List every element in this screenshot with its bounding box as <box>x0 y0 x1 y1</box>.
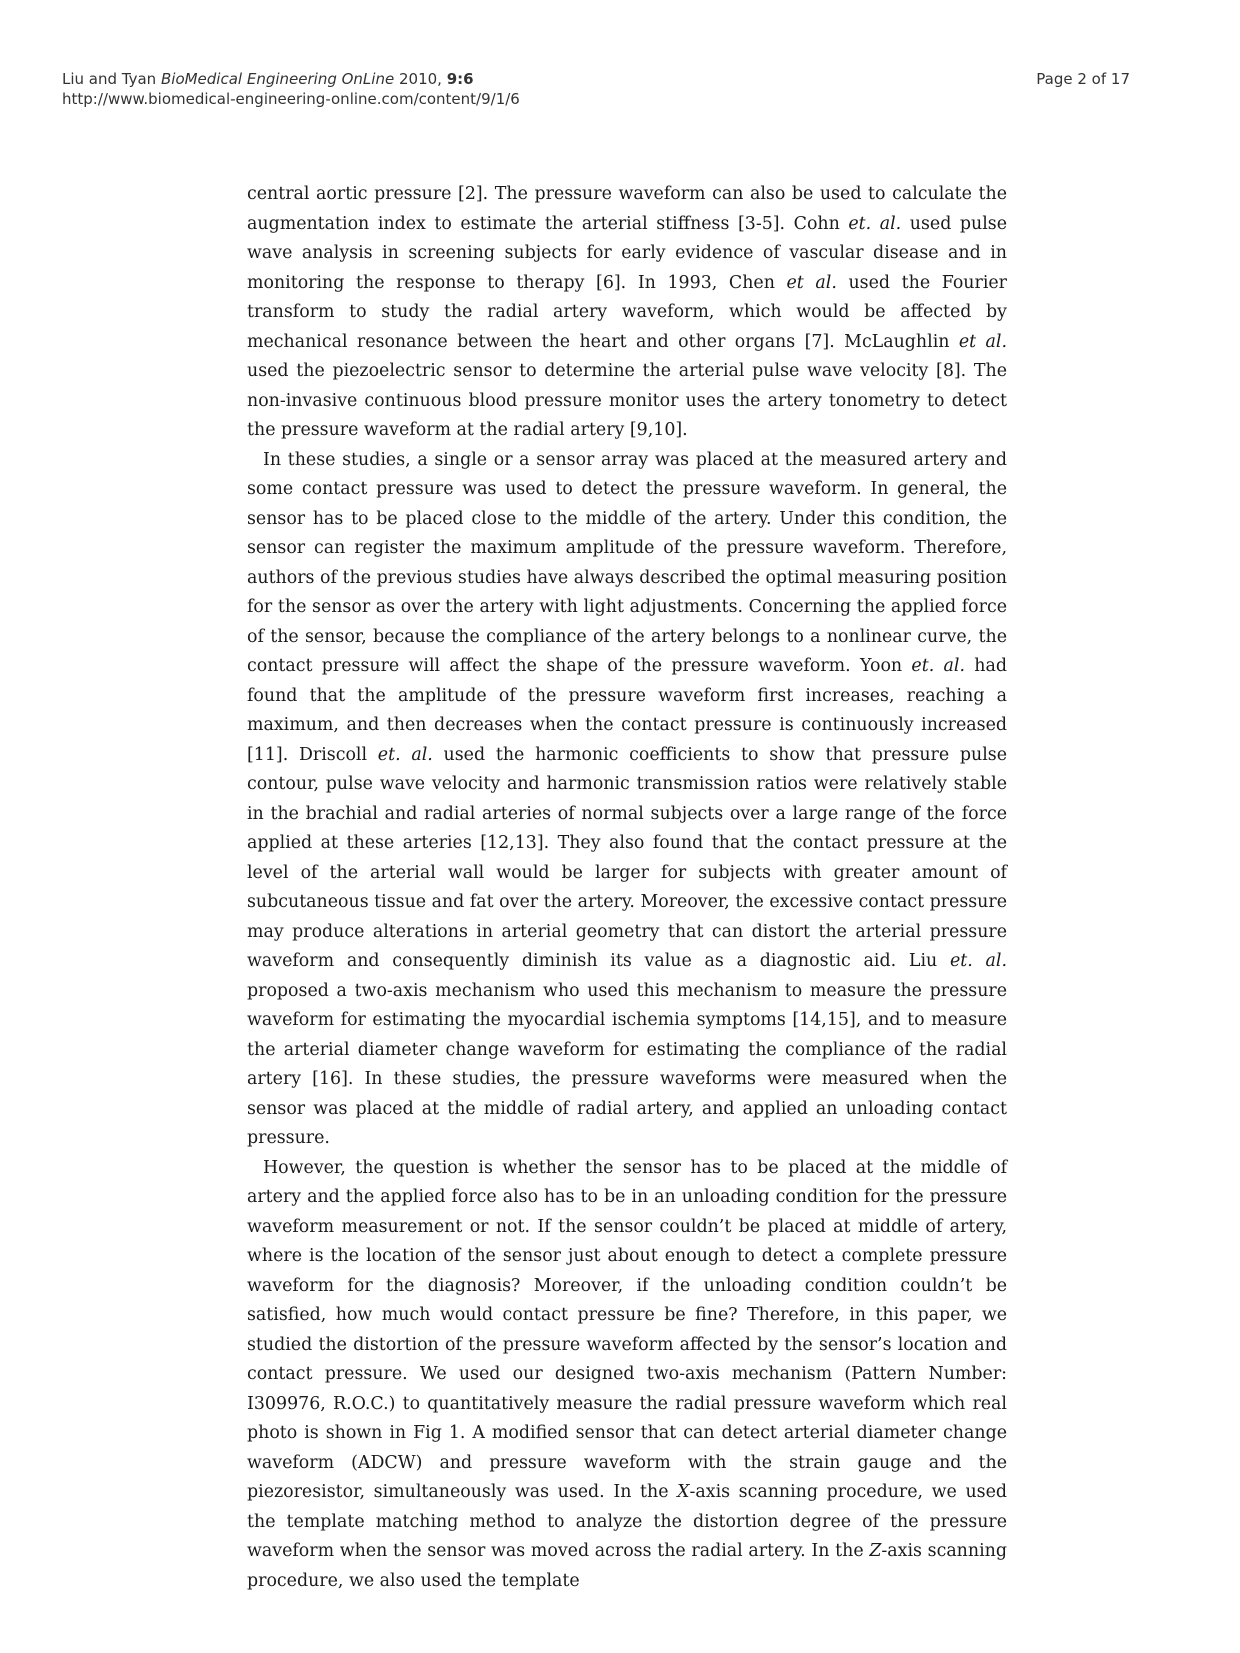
text-run: used the piezoelectric sensor to determine the arterial pulse wave velocity [8]. The non-invasive continuous blood pressure monitor uses the artery tonometry to detect the pressure waveform at the radial artery [9,10]. <box>247 361 1007 440</box>
text-run: used pulse wave analysis in screening subjects for early evidence of vascular disease and in monitoring the response to therapy [6]. In 1993, Chen <box>247 213 1008 293</box>
text-run: had found that the amplitude of the pressure waveform first increases, reaching a maximum, and then decreases when the contact pressure is continuously increased [11]. Driscoll <box>247 656 1008 765</box>
header-year: 2010, <box>398 70 442 88</box>
text-run: -axis scanning procedure, we also used the template <box>247 1541 1007 1591</box>
text-run: used the harmonic coefficients to show that pressure pulse contour, pulse wave velocity and harmonic transmission ratios were relatively stable in the brachial and radial arteries of normal subjects over a large range of the force applied at these arteries [12,13]. They also found that the contact pressure at the level of the arterial wall would be larger for subjects with greater amount of subcutaneous tissue and fat over the artery. Moreover, the excessive contact pressure may produce alterations in arterial geometry that can distort the arterial pressure waveform and consequently diminish its value as a diagnostic aid. Liu <box>247 744 1007 971</box>
italic-term: et al. <box>958 331 1007 352</box>
italic-term: X <box>677 1482 690 1502</box>
paragraph-1 <box>247 180 1007 446</box>
italic-term: et. al. <box>848 213 902 234</box>
page-number: Page 2 of 17 <box>1036 70 1130 88</box>
running-header <box>62 69 520 109</box>
text-run: central aortic pressure [2]. The pressure waveform can also be used to calculate the augmentation index to estimate the arterial stiffness [3-5]. Cohn <box>247 184 1007 234</box>
italic-term: et al. <box>786 272 837 293</box>
text-run: However, the question is whether the sensor has to be placed at the middle of artery and the applied force also has to be in an unloading condition for the pressure waveform measurement or not. If the sensor couldn’t be placed at middle of artery, where is the location of the sensor just about enough to detect a complete pressure waveform for the diagnosis? Moreover, if the unloading condition couldn’t be satisfied, how much would contact pressure be fine? Therefore, in this paper, we studied the distortion of the pressure waveform affected by the sensor’s location and contact pressure. We used our designed two-axis mechanism (Pattern Number: I309976, R.O.C.) to quantitatively measure the radial pressure waveform which real photo is shown in Fig 1. A modified sensor that can detect arterial diameter change waveform (ADCW) and pressure waveform with the strain gauge and the piezoresistor, simultaneously was used. In the <box>247 1157 1007 1502</box>
header-url[interactable]: http://www.biomedical-engineering-online.com/content/9/1/6 <box>62 90 520 108</box>
article-body <box>247 180 1007 1596</box>
header-volume: 9:6 <box>446 70 474 88</box>
italic-term: et. al. <box>949 951 1007 971</box>
text-run: In these studies, a single or a sensor array was placed at the measured artery and some contact pressure was used to detect the pressure waveform. In general, the sensor has to be placed close to the middle of the artery. Under this condition, the sensor can register the maximum amplitude of the pressure waveform. Therefore, authors of the previous studies have always described the optimal measuring position for the sensor as over the artery with light adjustments. Concerning the applied force of the sensor, because the compliance of the artery belongs to a nonlinear curve, the contact pressure will affect the shape of the pressure waveform. Yoon <box>247 449 1007 676</box>
header-authors: Liu and Tyan <box>62 70 157 88</box>
paragraph-2 <box>247 446 1007 1154</box>
text-run: -axis scanning procedure, we used the template matching method to analyze the distortion degree of the pressure waveform when the sensor was moved across the radial artery. In the <box>247 1482 1007 1561</box>
paragraph-3 <box>247 1154 1007 1597</box>
text-run: proposed a two-axis mechanism who used this mechanism to measure the pressure waveform for estimating the myocardial ischemia symptoms [14,15], and to measure the arterial diameter change waveform for estimating the compliance of the radial artery [16]. In these studies, the pressure waveforms were measured when the sensor was placed at the middle of radial artery, and applied an unloading contact pressure. <box>247 980 1007 1148</box>
italic-term: Z <box>869 1541 882 1561</box>
citation-line <box>62 69 520 89</box>
text-run: used the Fourier transform to study the radial artery waveform, which would be affected by mechanical resonance between the heart and other organs [7]. McLaughlin <box>247 272 1007 352</box>
header-journal: BioMedical Engineering OnLine <box>160 70 395 88</box>
italic-term: et. al. <box>377 744 433 765</box>
italic-term: et. al. <box>911 656 965 676</box>
